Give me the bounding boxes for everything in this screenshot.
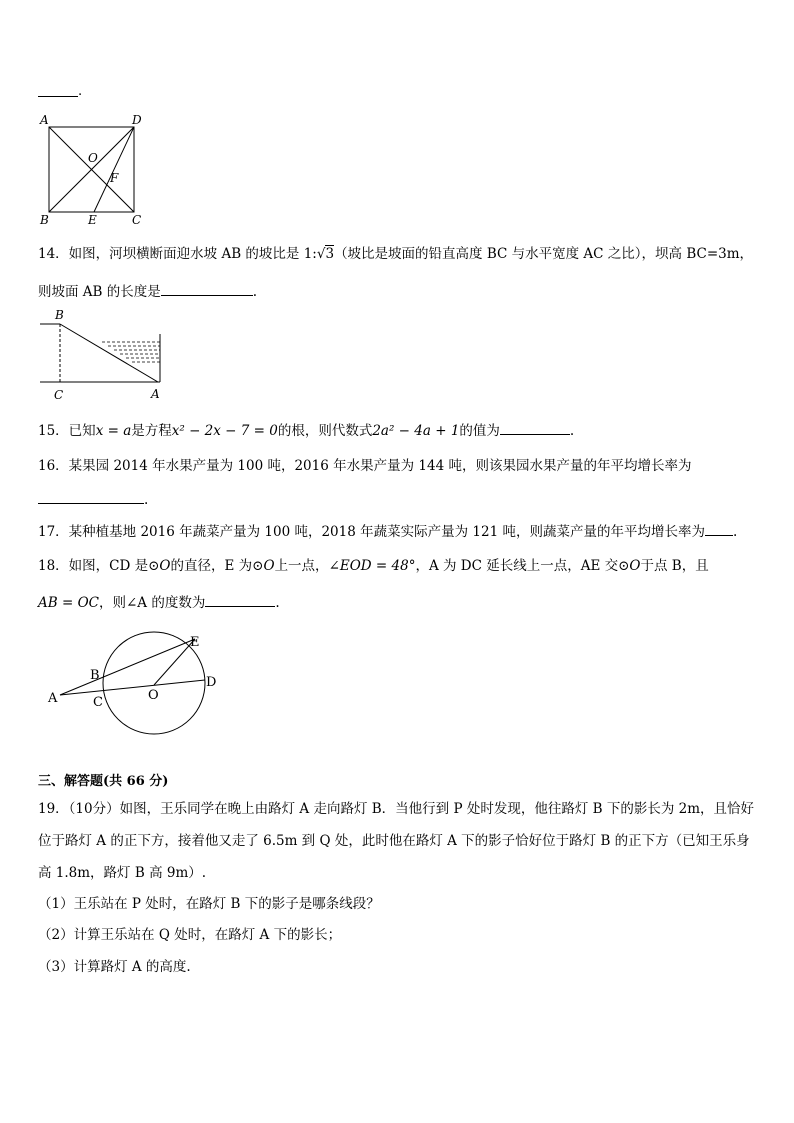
- q16-answer-blank[interactable]: [38, 489, 144, 504]
- q18-condition: AB = OC: [38, 595, 99, 611]
- prev-answer-blank: [38, 84, 78, 97]
- label-c: C: [93, 695, 103, 710]
- q19-line3: 高 1.8m，路灯 B 高 9m）.: [38, 865, 207, 881]
- q18-line2: AB = OC，则∠A 的度数为 .: [38, 592, 280, 613]
- q19-line1: 19．（10分）如图，王乐同学在晚上由路灯 A 走向路灯 B．当他行到 P 处时发现，他往路灯 B 下的影长为 2m，且恰好: [38, 801, 754, 817]
- circle-o-symbol: ⊙O: [252, 558, 275, 574]
- label-e: E: [88, 213, 97, 227]
- q14-line2: 则坡面 AB 的长度是 .: [38, 281, 257, 302]
- label-b: B: [90, 668, 100, 683]
- label-b: B: [55, 308, 64, 322]
- q15-equation: x² − 2x − 7 = 0: [171, 423, 278, 439]
- sqrt-symbol: √: [316, 246, 326, 262]
- circle-o-symbol: ⊙O: [618, 558, 641, 574]
- circle-figure: [44, 626, 224, 741]
- q16-line2: .: [38, 489, 148, 510]
- q15-line: 15．已知x = a是方程x² − 2x − 7 = 0的根，则代数式2a² − 4a + 1的值为 .: [38, 420, 574, 441]
- q14-answer-blank[interactable]: [161, 281, 253, 296]
- label-a: A: [151, 387, 160, 401]
- label-o: O: [148, 688, 159, 703]
- q18-line1: 18．如图，CD 是⊙O的直径，E 为⊙O上一点，∠EOD = 48°，A 为 DC 延长线上一点，AE 交⊙O于点 B，且: [38, 558, 709, 574]
- q15-expression: 2a² − 4a + 1: [372, 423, 460, 439]
- q15-answer-blank[interactable]: [500, 420, 570, 435]
- q14-line1: 14．如图，河坝横断面迎水坡 AB 的坡比是 1:√3（坡比是坡面的铅直高度 BC 与水平宽度 AC 之比），坝高 BC=3m，: [38, 246, 754, 262]
- circle-o-symbol: ⊙O: [148, 558, 171, 574]
- q19-sub3: （3）计算路灯 A 的高度.: [38, 959, 191, 975]
- q19-sub1: （1）王乐站在 P 处时，在路灯 B 下的影子是哪条线段？: [38, 896, 380, 912]
- line-ae: [60, 639, 195, 695]
- label-a: A: [40, 113, 49, 127]
- label-d: D: [206, 675, 217, 690]
- section-title: 三、解答题(共 66 分): [38, 774, 169, 789]
- q16-line1: 16．某果园 2014 年水果产量为 100 吨，2016 年水果产量为 144 吨，则该果园水果产量的年平均增长率为: [38, 458, 692, 474]
- label-f: F: [110, 171, 119, 185]
- label-d: D: [132, 113, 142, 127]
- label-b: B: [40, 213, 49, 227]
- line-ad: [60, 680, 205, 695]
- dam-figure: [36, 306, 168, 404]
- sqrt-radicand: 3: [325, 246, 335, 262]
- label-o: O: [88, 151, 98, 165]
- label-c: C: [54, 388, 64, 402]
- q17-answer-blank[interactable]: [705, 521, 733, 536]
- square-figure: [36, 110, 151, 228]
- label-a: A: [48, 691, 58, 706]
- label-c: C: [132, 213, 142, 227]
- q17-line: 17．某种植基地 2016 年蔬菜产量为 100 吨，2018 年蔬菜实际产量为 121 吨，则蔬菜产量的年平均增长率为 .: [38, 521, 737, 542]
- segment-de: [94, 127, 134, 212]
- radius-oe: [154, 639, 195, 685]
- water-hatching: [102, 342, 160, 362]
- slope-ab: [60, 324, 158, 382]
- angle-eod: ∠EOD = 48°: [328, 558, 416, 574]
- q19-sub2: （2）计算王乐站在 Q 处时，在路灯 A 下的影长；: [38, 927, 342, 943]
- prev-answer-period: .: [78, 84, 83, 99]
- label-e: E: [190, 635, 200, 650]
- q18-answer-blank[interactable]: [205, 592, 275, 607]
- q19-line2: 位于路灯 A 的正下方，接着他又走了 6.5m 到 Q 处，此时他在路灯 A 下的影子恰好位于路灯 B 的正下方（已知王乐身: [38, 833, 750, 849]
- q15-eq-xa: x = a: [95, 423, 132, 439]
